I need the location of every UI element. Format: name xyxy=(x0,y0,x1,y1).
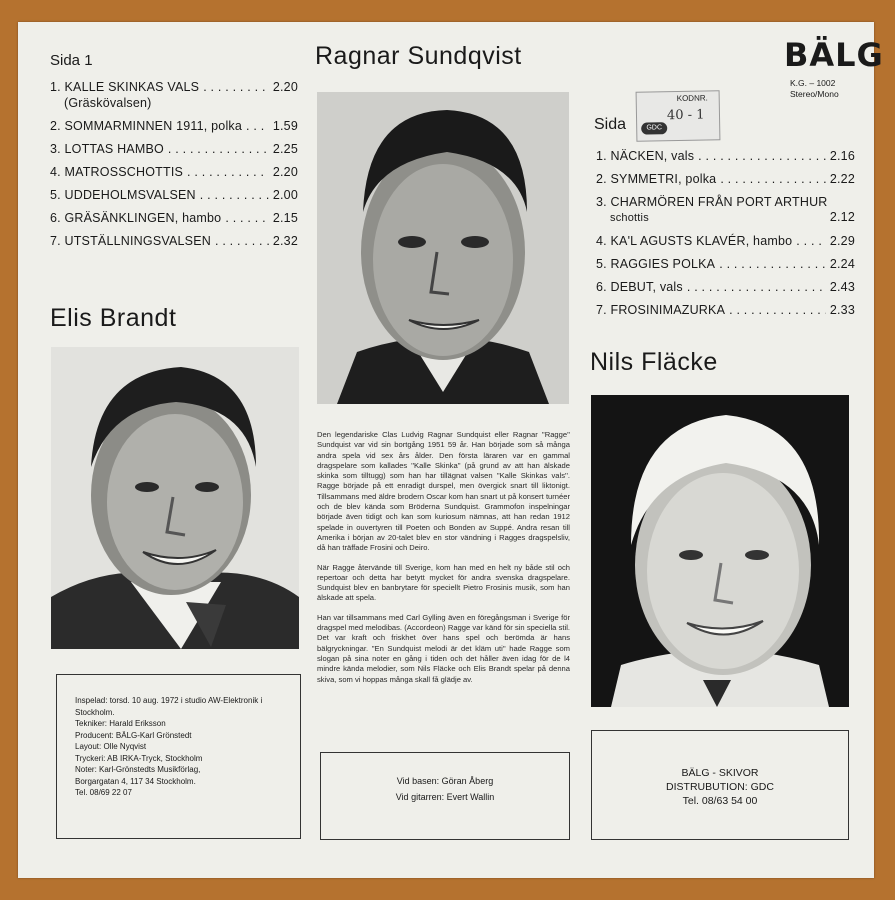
track-item xyxy=(50,211,298,226)
track-duration: 1.59 xyxy=(272,119,298,133)
track-title: 7. FROSINIMAZURKA xyxy=(596,303,726,317)
sticker-gdc: GDC xyxy=(641,122,667,134)
track-duration: 2.25 xyxy=(272,142,298,156)
track-item xyxy=(50,142,298,157)
track-title: 2. SYMMETRI, polka xyxy=(596,172,717,186)
leader-dots xyxy=(168,142,269,157)
track-title: 1. KALLE SKINKAS VALS xyxy=(50,80,200,94)
track-title: 5. RAGGIES POLKA xyxy=(596,257,716,271)
track-duration: 2.16 xyxy=(829,149,855,163)
leader-dots xyxy=(719,257,826,272)
musicians-box xyxy=(320,752,570,840)
track-item xyxy=(50,119,298,134)
distribution-text: DISTRUBUTION: GDC xyxy=(666,781,774,793)
track-item xyxy=(596,149,855,164)
track-item xyxy=(596,257,855,272)
portrait-right-image xyxy=(591,395,849,707)
artist-right-name: Nils Fläcke xyxy=(590,348,718,376)
track-item xyxy=(596,195,855,210)
bass-player: Vid basen: Göran Åberg xyxy=(396,776,494,786)
track-duration: 2.43 xyxy=(829,280,855,294)
track-duration: 2.32 xyxy=(272,234,298,248)
track-title: 6. DEBUT, vals xyxy=(596,280,683,294)
distribution-box xyxy=(591,730,849,840)
leader-dots xyxy=(720,172,826,187)
photo-ragnar-sundqvist xyxy=(317,92,569,404)
sticker-kodnr: KODNR. xyxy=(676,93,708,104)
leader-dots xyxy=(729,303,826,318)
credit-line: Producent: BÄLG-Karl Grönstedt xyxy=(75,730,192,740)
label-name: BÄLG - SKIVOR xyxy=(681,767,759,779)
track-item xyxy=(50,234,298,249)
track-item xyxy=(50,80,298,95)
leader-dots xyxy=(698,149,826,164)
track-title: 5. UDDEHOLMSVALSEN xyxy=(50,188,196,202)
track-item xyxy=(596,303,855,318)
catalog-info xyxy=(790,78,839,100)
track-title: 4. KA'L AGUSTS KLAVÉR, hambo xyxy=(596,234,793,248)
leader-dots xyxy=(796,234,826,249)
track-duration: 2.15 xyxy=(272,211,298,225)
side1-tracklist xyxy=(50,80,298,257)
credit-line: Tekniker: Harald Eriksson xyxy=(75,719,166,728)
track-duration: 2.12 xyxy=(829,210,855,224)
photo-nils-flacke xyxy=(591,395,849,707)
credits-box xyxy=(56,674,301,839)
track-duration: 2.20 xyxy=(272,165,298,179)
track-title: 6. GRÄSÄNKLINGEN, hambo xyxy=(50,211,222,225)
track-title: 4. MATROSSCHOTTIS xyxy=(50,165,184,179)
credit-line: Inspelad: torsd. 10 aug. 1972 i studio AW-Elektronik i xyxy=(75,696,263,705)
track-duration: 2.20 xyxy=(272,80,298,94)
track-item xyxy=(50,165,298,180)
label-logo: BÄLG xyxy=(784,36,884,74)
track-item xyxy=(596,280,855,295)
track-title: 7. UTSTÄLLNINGSVALSEN xyxy=(50,234,211,248)
side2-label: Sida xyxy=(594,116,627,133)
leader-dots xyxy=(225,211,269,226)
catalog-number: K.G. – 1002 xyxy=(790,78,836,88)
leader-dots xyxy=(200,188,269,203)
artist-left-name: Elis Brandt xyxy=(50,304,177,332)
leader-dots xyxy=(215,234,269,249)
track-duration: 2.22 xyxy=(829,172,855,186)
track-title: 3. LOTTAS HAMBO xyxy=(50,142,164,156)
bio-paragraph-2: När Ragge återvände till Sverige, kom han med en helt ny både stil och repertoar och detta har betytt mycket för andra svenska dragspelare. Sundquist blev en banbrytare för speciellt Pietro Frosinis musik, som han älskade att spela. xyxy=(317,562,570,603)
bio-paragraph-3: Han var tillsammans med Carl Gylling även en föregångsman i Sverige för dragspel med melodibas. (Accordeon) Ragge var känd för sin speciella stil. Det var kraft och friskhet över hans spel och berömda är hans bälgryckningar. ''En Sundquist melodi är det kläm uti'' hade Ragge som slogan på sina noter en gång i tiden och det håller även idag för de l4 mindre kända melodier, som Nils Fläcke och Elis Brandt spelar på denna skiva, som vi hoppas många skall få glädje av. xyxy=(317,612,570,684)
track-title: 3. CHARMÖREN FRÅN PORT ARTHUR xyxy=(596,195,828,209)
guitar-player: Vid gitarren: Evert Wallin xyxy=(395,792,495,802)
side1-label: Sida 1 xyxy=(50,52,93,69)
format: Stereo/Mono xyxy=(790,89,839,99)
credit-line: Tel. 08/69 22 07 xyxy=(75,788,132,797)
bio-paragraph-1: Den legendariske Clas Ludvig Ragnar Sundquist eller Ragnar ''Ragge'' Sundquist var vid sin bortgång 1951 59 år. Han började som så många andra spela vid sex års ålder. Den första läraren var en gammal dragspelare som kallades ''Kalle Skinka'' (på grund av att han älskade skinka som tilltugg) som han har tillägnat valsen ''Kalle Skinkas vals''. Ragge började på ett enradigt durspel, men övergick snart till liktonigt. Tillsammans med äldre brodern Oscar kom han snart ut på konsert turnéer och de blev kända som Bröderna Sundquist. Grammofon inspelningar började även tidigt och kan som kuriosum nämnas, att han redan 1912 spelade in ouvertyren till Poeten och Bonden av Suppé. Andra resan till Amerika i början av 20-talet blev en stor vändning i Ragges dragspelsliv, då han träffade Frosini och Deiro. xyxy=(317,430,570,553)
leader-dots xyxy=(187,165,269,180)
biography-text xyxy=(317,430,570,694)
credit-line: Borgargatan 4, 117 34 Stockholm. xyxy=(75,776,196,786)
track-title: 2. SOMMARMINNEN 1911, polka xyxy=(50,119,243,133)
credit-line: Noter: Karl-Grönstedts Musikförlag, xyxy=(75,765,201,774)
track-title: 1. NÄCKEN, vals xyxy=(596,149,695,163)
price-sticker xyxy=(636,90,721,141)
photo-elis-brandt xyxy=(51,347,299,649)
track-style: schottis xyxy=(610,212,649,224)
leader-dots xyxy=(246,119,269,134)
leader-dots xyxy=(687,280,826,295)
track-duration: 2.29 xyxy=(829,234,855,248)
distribution-phone: Tel. 08/63 54 00 xyxy=(682,795,758,807)
track-duration: 2.00 xyxy=(272,188,298,202)
side2-tracklist xyxy=(596,149,855,326)
credit-line: Layout: Olle Nyqvist xyxy=(75,742,147,751)
portrait-left-image xyxy=(51,347,299,649)
track-item xyxy=(50,188,298,203)
track-duration: 2.24 xyxy=(829,257,855,271)
sticker-code: 40 - 1 xyxy=(666,107,705,124)
leader-dots xyxy=(203,80,269,95)
portrait-center-image xyxy=(317,92,569,404)
track-item-continued xyxy=(596,210,855,226)
track-duration: 2.33 xyxy=(829,303,855,317)
track-item xyxy=(596,172,855,187)
track-item xyxy=(596,234,855,249)
record-sleeve-back xyxy=(18,22,884,878)
artist-center-name: Ragnar Sundqvist xyxy=(315,42,522,70)
track-subtitle: (Gräskövalsen) xyxy=(64,96,152,110)
credit-line: Stockholm. xyxy=(75,707,115,717)
credit-line: Tryckeri: AB IRKA-Tryck, Stockholm xyxy=(75,753,203,763)
